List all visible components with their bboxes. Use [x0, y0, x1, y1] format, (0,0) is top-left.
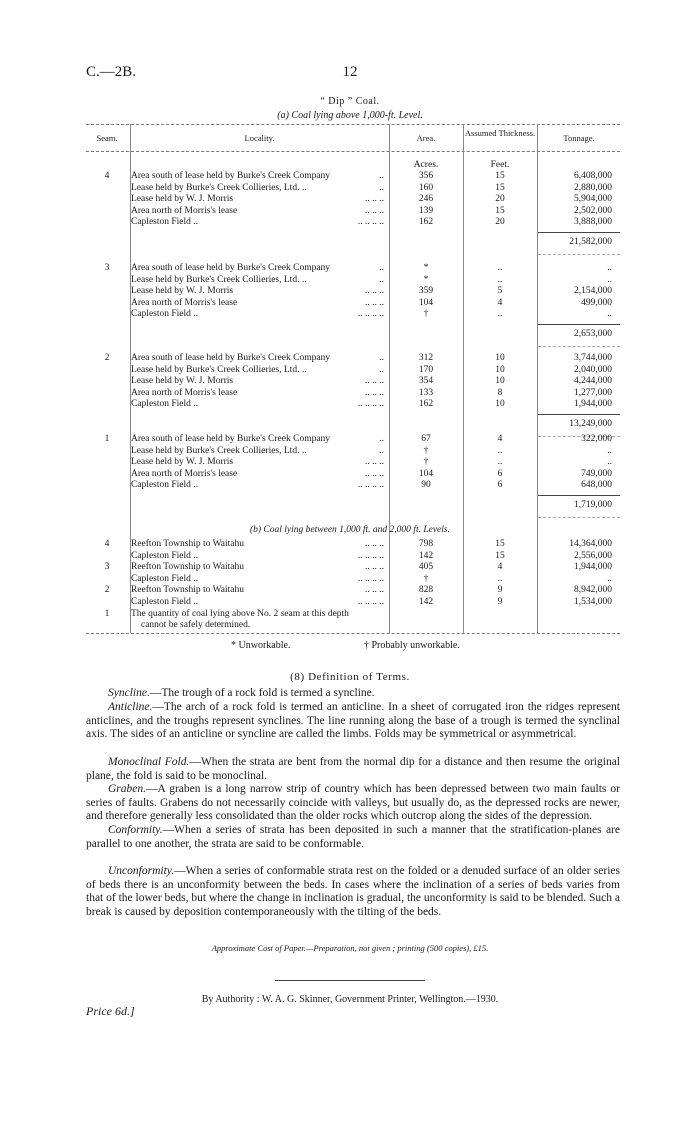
table-bottom-rule	[86, 633, 620, 634]
tonnage-cell: 3,744,000	[574, 353, 612, 363]
tonnage-cell: 1,534,000	[574, 597, 612, 607]
tonnage-cell: 1,944,000	[574, 399, 612, 410]
dot-leader: .. .. ..	[365, 387, 384, 398]
area-cell: 90	[421, 480, 431, 491]
dot-leader: ..	[379, 263, 384, 273]
thickness-cell: 9	[497, 585, 503, 596]
dot-leader: ..	[379, 182, 384, 193]
dot-leader: .. .. ..	[365, 457, 384, 468]
area-unit: Acres.	[413, 160, 439, 170]
locality-cell: Area south of lease held by Burke's Creek Company	[131, 434, 331, 444]
dot-leader: .. .. .. ..	[357, 217, 384, 228]
thickness-cell: 10	[495, 399, 505, 410]
seam-number: 3	[104, 263, 110, 273]
tonnage-cell: 2,502,000	[574, 205, 612, 216]
definition-text: —When a series of conformable strata rest on the folded or a denuded surface of an older series of beds there is an unconformity between the beds. In cases where the inclination of a series of beds varies from that of the lower beds, but where the change in inclination is gradual, the unconformity is said to be blended. Such a break is caused by deposition contemporaneously with the tilting of the beds.	[86, 865, 620, 918]
document-reference: C.—2B.	[86, 64, 137, 80]
thickness-cell: 15	[495, 171, 505, 181]
area-cell: 405	[418, 562, 434, 573]
area-cell: 312	[418, 353, 434, 363]
locality-cell: Area north of Morris's lease	[131, 205, 238, 216]
dot-leader: .. .. .. ..	[357, 309, 384, 320]
thickness-cell: 4	[497, 434, 503, 444]
area-cell: 133	[418, 387, 434, 398]
dot-leader: ..	[379, 364, 384, 375]
tonnage-cell: 2,040,000	[574, 364, 612, 375]
thickness-cell: ..	[497, 309, 503, 320]
thickness-cell: ..	[497, 263, 503, 273]
area-cell: 359	[418, 286, 434, 297]
definition-text: —The arch of a rock fold is termed an anticline. In a sheet of corrugated iron the ridges represent anticlines, and the troughs represent synclines. The line running along the base of a trough is termed the synclinal axis. The sides of an anticline or syncline are called the limbs. Folds may be symmetrical or asymmetrical.	[86, 701, 620, 741]
table-title: “ Dip ” Coal.	[320, 96, 380, 107]
thickness-cell: 5	[497, 286, 503, 297]
thickness-cell: 15	[495, 182, 505, 193]
tonnage-cell: 749,000	[581, 468, 612, 479]
thickness-cell: 15	[495, 550, 505, 561]
definition-text: —A graben is a long narrow strip of country which has been depressed between two main faults or series of faults. Grabens do not necessarily coincide with valleys, but usually do, as the depressed rocks are newer, and therefore generally less consolidated than the older rocks which outcrop along the sides of the depression.	[86, 783, 620, 823]
seam-number: 4	[104, 539, 110, 549]
area-cell: 798	[418, 539, 434, 549]
table-header-rule	[86, 151, 620, 152]
price: Price 6d.]	[86, 1004, 135, 1018]
seam-total: 2,653,000	[574, 329, 612, 339]
subtotal-underline	[538, 346, 620, 347]
area-cell: 354	[418, 376, 434, 387]
tonnage-cell: 5,904,000	[574, 194, 612, 205]
locality-cell: Reefton Township to Waitahu	[131, 585, 244, 596]
definition-paragraph	[86, 783, 620, 824]
locality-cell: Capleston Field ..	[131, 217, 199, 228]
locality-cell: Lease held by W. J. Morris	[131, 457, 234, 468]
dot-leader: .. .. .. ..	[357, 399, 384, 410]
section-a-heading: (a) Coal lying above 1,000-ft. Level.	[277, 110, 423, 121]
thickness-cell: 15	[495, 205, 505, 216]
column-header-seam: Seam.	[96, 133, 118, 143]
subtotal-underline	[538, 254, 620, 255]
dot-leader: ..	[379, 434, 384, 444]
tonnage-cell: 499,000	[581, 297, 612, 308]
thickness-cell: 4	[497, 297, 503, 308]
area-cell: 160	[418, 182, 434, 193]
locality-cell: Area north of Morris's lease	[131, 297, 238, 308]
footnote-unworkable: * Unworkable.	[231, 640, 291, 651]
locality-cell: Reefton Township to Waitahu	[131, 539, 244, 549]
area-cell: 139	[418, 205, 434, 216]
section-b-heading: (b) Coal lying between 1,000 ft. and 2,000 ft. Levels.	[249, 525, 450, 535]
dot-leader: .. .. .. ..	[357, 573, 384, 584]
area-cell: 162	[418, 399, 434, 410]
definition-paragraph	[86, 756, 620, 783]
column-header-area: Area.	[416, 133, 436, 143]
tonnage-cell: 2,154,000	[574, 286, 612, 297]
locality-cell: Area north of Morris's lease	[131, 387, 238, 398]
tonnage-cell: 4,244,000	[574, 376, 612, 387]
tonnage-cell: 1,944,000	[574, 562, 612, 573]
locality-cell: Area south of lease held by Burke's Creek Company	[131, 353, 331, 363]
footer-rule	[275, 980, 425, 981]
definition-term: Unconformity.	[108, 865, 175, 877]
thickness-cell: 20	[495, 217, 505, 228]
locality-cell: Lease held by W. J. Morris	[131, 194, 234, 205]
locality-cell: Area north of Morris's lease	[131, 468, 238, 479]
seam-number: 2	[104, 353, 110, 363]
seam-number: 3	[104, 562, 110, 573]
locality-cell: Lease held by W. J. Morris	[131, 286, 234, 297]
printer-authority: By Authority : W. A. G. Skinner, Government Printer, Wellington.—1930.	[201, 994, 499, 1005]
seam-number: 1	[104, 434, 110, 444]
tonnage-cell: 2,880,000	[574, 182, 612, 193]
thickness-cell: 4	[497, 562, 503, 573]
tonnage-cell: ..	[607, 274, 612, 285]
definition-paragraph	[86, 865, 620, 919]
area-cell: 104	[418, 468, 434, 479]
dot-leader: ..	[379, 445, 384, 456]
locality-cell: Lease held by Burke's Creek Collieries, Ltd. ..	[131, 274, 307, 285]
definition-term: Anticline.	[108, 701, 153, 713]
tonnage-cell: 322,000	[581, 434, 612, 444]
cost-note: Approximate Cost of Paper.—Preparation, not given ; printing (500 copies), £15.	[211, 943, 489, 953]
tonnage-cell: 8,942,000	[574, 585, 612, 596]
seam-note-line: The quantity of coal lying above No. 2 seam at this depth	[131, 608, 349, 619]
area-cell: 170	[418, 364, 434, 375]
table-top-rule	[86, 124, 620, 125]
area-cell: 356	[418, 171, 434, 181]
definition-paragraph	[86, 824, 620, 851]
seam-number: 4	[104, 171, 110, 181]
area-cell: *	[423, 274, 429, 285]
subtotal-rule	[538, 232, 620, 233]
definition-term: Syncline.	[108, 687, 150, 699]
dot-leader: .. .. ..	[365, 194, 384, 205]
tonnage-cell: ..	[607, 445, 612, 456]
area-cell: 142	[418, 550, 434, 561]
locality-cell: Lease held by W. J. Morris	[131, 376, 234, 387]
definition-text: —When the strata are bent from the normal dip for a distance and then resume the original plane, the fold is said to be monoclinal.	[86, 756, 620, 782]
area-cell: 246	[418, 194, 434, 205]
thickness-cell: 8	[497, 387, 503, 398]
area-cell: †	[423, 573, 429, 584]
dot-leader: .. .. ..	[365, 297, 384, 308]
area-cell: 67	[421, 434, 431, 444]
definition-text: —The trough of a rock fold is termed a syncline.	[149, 687, 375, 699]
page-number: 12	[342, 64, 358, 80]
thickness-cell: 6	[497, 480, 503, 491]
area-cell: †	[423, 445, 429, 456]
dot-leader: .. .. ..	[365, 376, 384, 387]
tonnage-cell: 648,000	[581, 480, 612, 491]
locality-cell: Capleston Field ..	[131, 550, 199, 561]
thickness-unit: Feet.	[490, 160, 510, 170]
tonnage-cell: 1,277,000	[574, 387, 612, 398]
dot-leader: ..	[379, 353, 384, 363]
definition-term: Graben.	[108, 783, 147, 795]
subtotal-rule	[538, 495, 620, 496]
thickness-cell: ..	[497, 445, 503, 456]
tonnage-cell: 6,408,000	[574, 171, 612, 181]
subtotal-rule	[538, 324, 620, 325]
dot-leader: .. .. .. ..	[357, 550, 384, 561]
tonnage-cell: 3,888,000	[574, 217, 612, 228]
dot-leader: .. .. ..	[365, 205, 384, 216]
subtotal-underline	[538, 517, 620, 518]
dot-leader: .. .. .. ..	[357, 597, 384, 607]
area-cell: 162	[418, 217, 434, 228]
footnote-probably-unworkable: † Probably unworkable.	[364, 640, 460, 651]
dot-leader: ..	[379, 274, 384, 285]
definition-paragraph	[86, 701, 620, 742]
definition-term: Conformity.	[108, 824, 163, 836]
tonnage-cell: ..	[607, 309, 612, 320]
definition-term: Monoclinal Fold.	[108, 756, 190, 768]
locality-cell: Area south of lease held by Burke's Creek Company	[131, 171, 331, 181]
thickness-cell: 10	[495, 353, 505, 363]
thickness-cell: 10	[495, 364, 505, 375]
definitions-title: (8) Definition of Terms.	[290, 671, 410, 683]
thickness-cell: 20	[495, 194, 505, 205]
dot-leader: .. .. ..	[365, 468, 384, 479]
locality-cell: Reefton Township to Waitahu	[131, 562, 244, 573]
thickness-cell: ..	[497, 573, 503, 584]
definition-paragraph	[86, 687, 620, 701]
tonnage-cell: 14,364,000	[569, 539, 612, 549]
seam-number: 1	[104, 608, 110, 619]
seam-total: 13,249,000	[569, 419, 612, 429]
locality-cell: Lease held by Burke's Creek Collieries, Ltd. ..	[131, 445, 307, 456]
subtotal-rule	[538, 414, 620, 415]
dot-leader: .. .. ..	[365, 286, 384, 297]
area-cell: 828	[418, 585, 434, 596]
locality-cell: Capleston Field ..	[131, 309, 199, 320]
tonnage-cell: ..	[607, 573, 612, 584]
seam-note-line: cannot be safely determined.	[141, 620, 251, 631]
column-header-tonnage: Tonnage.	[563, 133, 595, 143]
thickness-cell: ..	[497, 457, 503, 468]
area-cell: †	[423, 457, 429, 468]
tonnage-cell: ..	[607, 263, 612, 273]
tonnage-cell: 2,556,000	[574, 550, 612, 561]
seam-number: 2	[104, 585, 110, 596]
dot-leader: .. .. .. ..	[357, 480, 384, 491]
locality-cell: Capleston Field ..	[131, 399, 199, 410]
thickness-cell: 15	[495, 539, 505, 549]
column-header-locality: Locality.	[244, 133, 275, 143]
dot-leader: .. .. ..	[365, 539, 384, 549]
dot-leader: .. .. ..	[365, 585, 384, 596]
locality-cell: Area south of lease held by Burke's Creek Company	[131, 263, 331, 273]
locality-cell: Capleston Field ..	[131, 597, 199, 607]
definition-text: —When a series of strata has been deposited in such a manner that the stratification-planes are parallel to one another, the strata are said to be conformable.	[86, 824, 620, 850]
dot-leader: ..	[379, 171, 384, 181]
seam-total: 21,582,000	[569, 237, 612, 247]
seam-total: 1,719,000	[574, 500, 612, 510]
locality-cell: Capleston Field ..	[131, 480, 199, 491]
area-cell: *	[423, 263, 429, 273]
area-cell: †	[423, 309, 429, 320]
locality-cell: Lease held by Burke's Creek Collieries, Ltd. ..	[131, 364, 307, 375]
column-header-thickness: Assumed Thickness.	[464, 128, 536, 138]
tonnage-cell: ..	[607, 457, 612, 468]
locality-cell: Capleston Field ..	[131, 573, 199, 584]
thickness-cell: ..	[497, 274, 503, 285]
dot-leader: .. .. ..	[365, 562, 384, 573]
area-cell: 142	[418, 597, 434, 607]
area-cell: 104	[418, 297, 434, 308]
thickness-cell: 6	[497, 468, 503, 479]
locality-cell: Lease held by Burke's Creek Collieries, Ltd. ..	[131, 182, 307, 193]
thickness-cell: 9	[497, 597, 503, 607]
thickness-cell: 10	[495, 376, 505, 387]
